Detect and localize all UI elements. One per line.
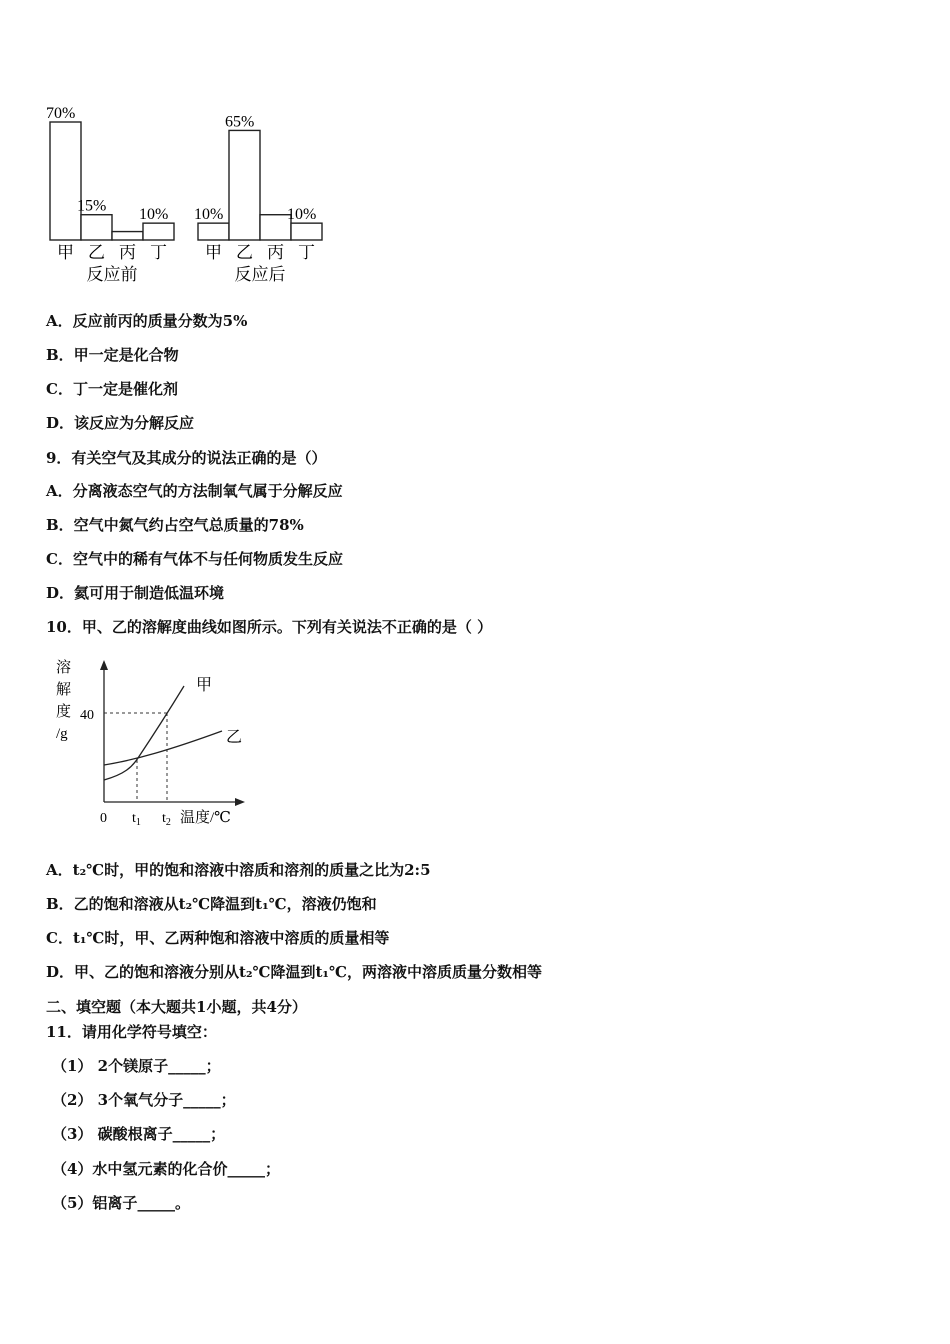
origin-label: 0 [100,811,107,826]
curve-jia [104,686,184,780]
category-label-1-0: 甲 [205,243,222,262]
y-label-char-4: /g [56,726,68,742]
bar-chart-before [46,105,174,284]
y-axis-arrow [100,660,108,670]
y-tick-40: 40 [80,708,94,723]
bar-0-2 [112,232,143,240]
category-label-1-3: 丁 [298,243,315,262]
q8-option-c: C．丁一定是催化剂 [46,380,178,398]
bar-chart-after [194,113,322,284]
x-axis-arrow [235,798,245,806]
q9-stem: 9．有关空气及其成分的说法正确的是（） [46,449,327,467]
q10-stem: 10．甲、乙的溶解度曲线如图所示。下列有关说法不正确的是（ ） [46,618,493,636]
q11-item-1: （1） 2个镁原子_____； [52,1057,221,1075]
bar-charts-figure [40,98,370,288]
y-label-char-2: 解 [56,682,72,698]
q9-option-d: D．氦可用于制造低温环境 [46,584,225,602]
q11-item-3: （3） 碳酸根离子_____； [52,1125,226,1143]
category-label-1-2: 丙 [267,243,284,262]
q8-option-b: B．甲一定是化合物 [46,346,179,364]
bar-label-1-0: 10% [194,206,224,224]
x-tick-t1-sub: 1 [135,817,141,828]
chart-title-1: 反应后 [234,265,286,284]
q9-option-a: A．分离液态空气的方法制氧气属于分解反应 [46,482,343,500]
curve-label-yi: 乙 [226,729,243,746]
bar-label-0-1: 15% [77,197,107,215]
q11-item-4: （4）水中氢元素的化合价_____； [52,1160,280,1178]
curve-label-jia: 甲 [196,677,213,694]
q11-item-5: （5）铝离子_____。 [52,1194,190,1212]
q11-item-2: （2） 3个氧气分子_____； [52,1091,236,1109]
bar-0-0 [50,122,81,240]
curve-yi [104,731,222,765]
q8-option-a: A．反应前丙的质量分数为5% [46,312,248,330]
y-label-char-1: 溶 [56,660,72,676]
section-heading: 二、填空题（本大题共1小题，共4分） [46,998,307,1016]
q10-option-a: A．t₂℃时，甲的饱和溶液中溶质和溶剂的质量之比为2:5 [46,861,431,879]
x-tick-t2-sub: 2 [165,817,171,828]
bar-1-3 [291,223,322,240]
bar-0-1 [81,215,112,240]
chart-title-0: 反应前 [86,265,138,284]
q10-option-d: D．甲、乙的饱和溶液分别从t₂℃降温到t₁℃，两溶液中溶质质量分数相等 [46,963,542,981]
x-axis-label: 温度/℃ [180,810,231,826]
bar-label-0-3: 10% [139,206,169,224]
category-label-0-3: 丁 [150,243,167,262]
q10-option-c: C．t₁℃时，甲、乙两种饱和溶液中溶质的质量相等 [46,929,390,947]
q10-option-b: B．乙的饱和溶液从t₂℃降温到t₁℃，溶液仍饱和 [46,895,377,913]
q9-option-b: B．空气中氮气约占空气总质量的78% [46,516,304,534]
solubility-chart [50,652,260,832]
bar-label-1-1: 65% [225,113,255,131]
x-tick-t1: $t_1$ [132,811,141,828]
bar-label-1-3: 10% [287,206,317,224]
category-label-0-1: 乙 [88,243,105,262]
y-label-char-3: 度 [56,704,72,720]
category-label-0-2: 丙 [119,243,136,262]
bar-label-0-0: 70% [46,105,76,122]
bar-1-1 [229,130,260,240]
x-tick-t2: $t_2$ [162,811,171,828]
bar-0-3 [143,223,174,240]
q11-stem: 11．请用化学符号填空： [46,1023,217,1041]
bar-1-0 [198,223,229,240]
q9-option-c: C．空气中的稀有气体不与任何物质发生反应 [46,550,343,568]
category-label-1-1: 乙 [236,243,253,262]
q8-option-d: D．该反应为分解反应 [46,414,195,432]
category-label-0-0: 甲 [57,243,74,262]
